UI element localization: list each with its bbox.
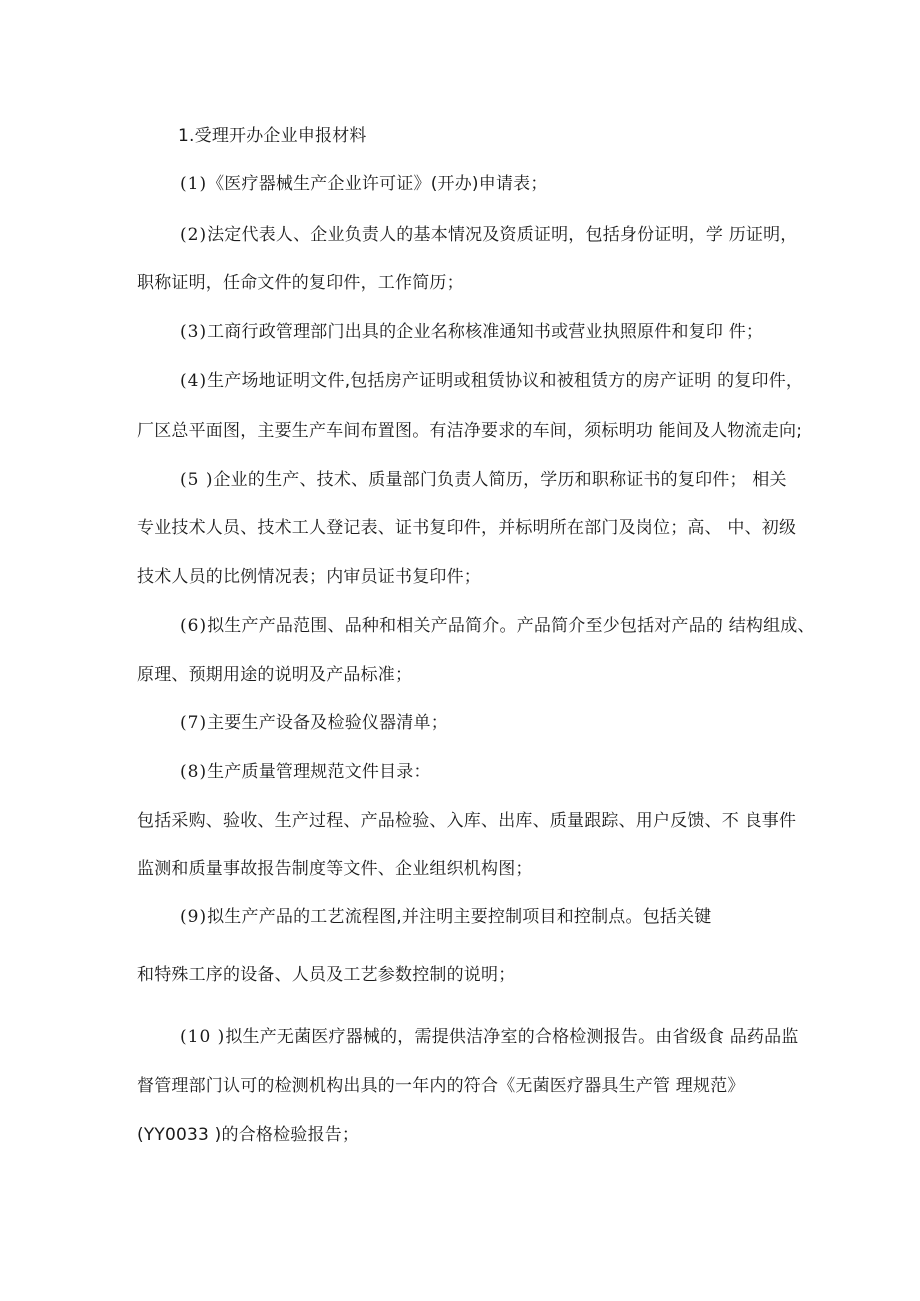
list-item [180,712,448,734]
list-item [180,761,431,783]
list-item [180,321,763,343]
item-number: (3) [180,322,208,342]
item-number: (2) [180,225,208,245]
section-heading: 1.受理开办企业申报材料 [178,126,367,146]
item-text-continuation: 厂区总平面图，主要生产车间布置图。有洁净要求的车间，须标明功 能间及人物流走向; [137,421,803,441]
item-text-continuation: 和特殊工序的设备、人员及工艺参数控制的说明； [137,965,516,985]
item-number: (5 ) [180,470,214,490]
item-text-continuation: 督管理部门认可的检测机构出具的一年内的符合《无菌医疗器具生产管 理规范》 [137,1076,745,1096]
item-text-continuation: 监测和质量事故报告制度等文件、企业组织机构图； [137,859,533,879]
item-text: 拟生产无菌医疗器械的，需提供洁净室的合格检测报告。由省级食 品药品监 [225,1027,799,1047]
item-text-continuation: 专业技术人员、技术工人登记表、证书复印件，并标明所在部门及岗位；高、 中、初级 [137,518,797,538]
item-text: 法定代表人、企业负责人的基本情况及资质证明，包括身份证明，学 历证明， [207,225,798,245]
item-text: 主要生产设备及检验仪器清单； [207,713,448,733]
item-text: 拟生产产品的工艺流程图,并注明主要控制项目和控制点。包括关键 [207,907,712,927]
item-number: (6) [180,616,208,636]
item-text-continuation: 职称证明，任命文件的复印件，工作简历； [137,273,464,293]
item-text: 生产场地证明文件,包括房产证明或租赁协议和被租赁方的房产证明 的复印件， [207,371,804,391]
list-item [180,1026,799,1048]
item-number: (1) [180,174,208,194]
item-text: 生产质量管理规范文件目录： [207,762,431,782]
item-text-continuation: 技术人员的比例情况表；内审员证书复印件； [137,567,481,587]
item-text-continuation: 包括采购、验收、生产过程、产品检验、入库、出库、质量跟踪、用户反馈、不 良事件 [137,811,797,831]
list-item [180,469,787,491]
item-text-continuation: (YY0033 )的合格检验报告； [137,1125,360,1145]
list-item [180,173,548,195]
item-text-continuation: 原理、预期用途的说明及产品标准； [137,665,413,685]
item-number: (9) [180,907,208,927]
list-item [180,224,798,246]
item-text: 《医疗器械生产企业许可证》(开办)申请表； [207,174,548,194]
item-text: 企业的生产、技术、质量部门负责人简历，学历和职称证书的复印件； 相关 [213,470,787,490]
item-number: (7) [180,713,208,733]
item-number: (10 ) [180,1027,226,1047]
list-item [180,615,815,637]
item-text: 工商行政管理部门出具的企业名称核准通知书或营业执照原件和复印 件； [207,322,764,342]
list-item [180,370,803,392]
item-number: (8) [180,762,208,782]
item-text: 拟生产产品范围、品种和相关产品简介。产品简介至少包括对产品的 结构组成、 [207,616,815,636]
item-number: (4) [180,371,208,391]
list-item [180,906,712,928]
